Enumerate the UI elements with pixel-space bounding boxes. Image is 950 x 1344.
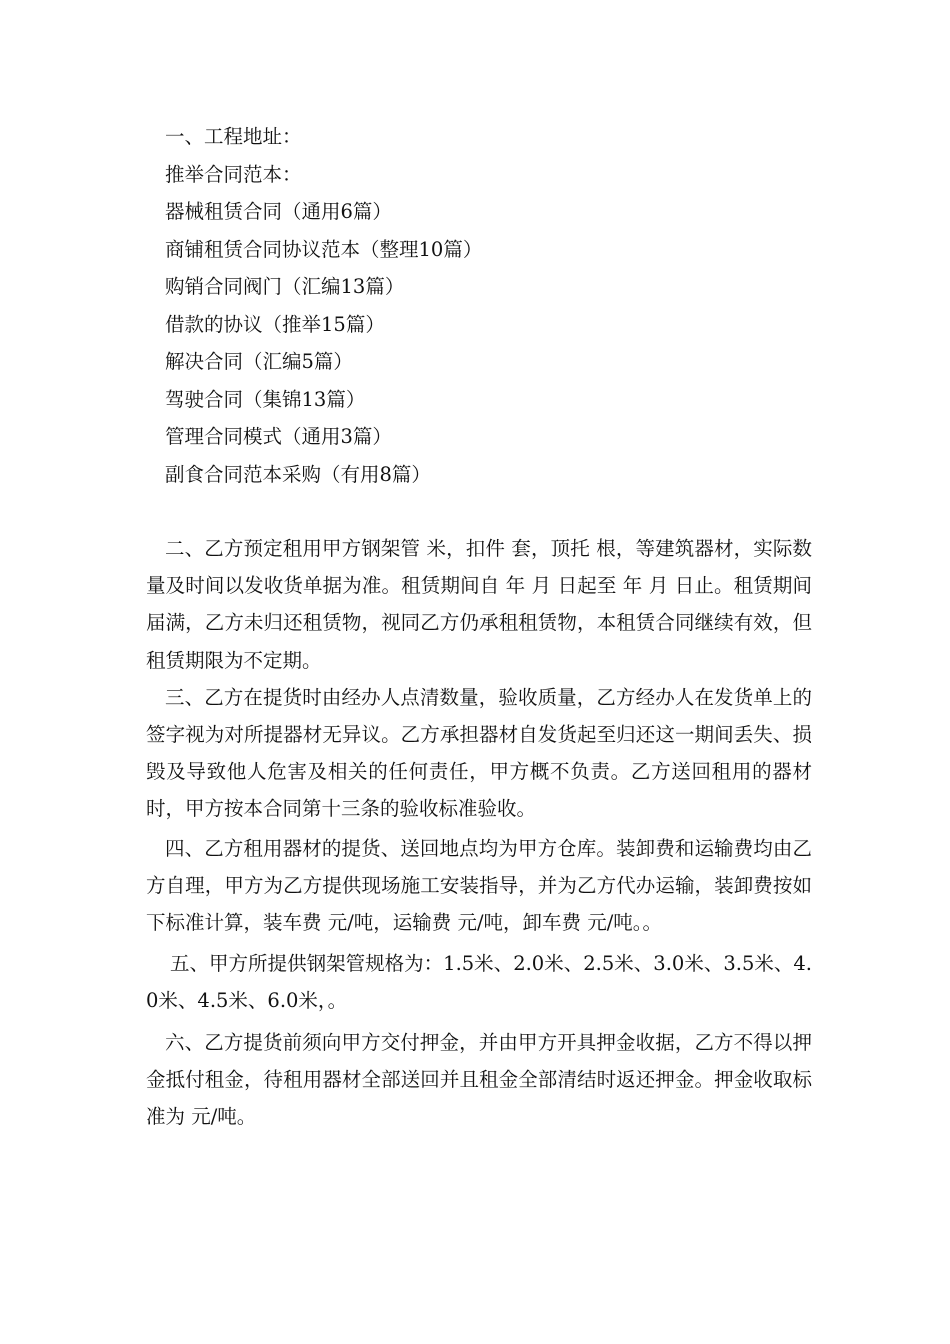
clause-2-paragraph: 二、乙方预定租用甲方钢架管 米，扣件 套，顶托 根，等建筑器材，实际数量及时间以发收货单据为准。租赁期间自 年 月 日起至 年 月 日止。租赁期间届满，乙方未归还租赁物，视同乙方仍承租租赁物，本租赁合同继续有效，但租赁期限为不定期。 bbox=[146, 537, 812, 672]
list-item: 购销合同阀门（汇编13篇） bbox=[165, 275, 405, 298]
list-item: 器械租赁合同（通用6篇） bbox=[165, 200, 392, 223]
clause-6-paragraph: 六、乙方提货前须向甲方交付押金，并由甲方开具押金收据，乙方不得以押金抵付租金，待租用器材全部送回并且租金全部清结时返还押金。押金收取标准为 元/吨。 bbox=[146, 1030, 812, 1129]
clause-3-paragraph: 三、乙方在提货时由经办人点清数量，验收质量，乙方经办人在发货单上的签字视为对所提器材无异议。乙方承担器材自发货起至归还这一期间丢失、损毁及导致他人危害及相关的任何责任，甲方概不负责。乙方送回租用的器材时，甲方按本合同第十三条的验收标准验收。 bbox=[146, 685, 812, 821]
contract-body bbox=[146, 530, 812, 1135]
list-item: 商铺租赁合同协议范本（整理10篇） bbox=[165, 237, 483, 261]
contract-recommendation-list bbox=[146, 118, 826, 493]
list-item: 副食合同范本采购（有用8篇） bbox=[165, 462, 431, 486]
list-item: 推举合同范本： bbox=[165, 162, 302, 186]
list-item: 管理合同模式（通用3篇） bbox=[165, 425, 392, 448]
list-item: 驾驶合同（集锦13篇） bbox=[165, 387, 366, 411]
clause-5-paragraph: 五、甲方所提供钢架管规格为：1.5米、2.0米、2.5米、3.0米、3.5米、4.0米、4.5米、6.0米，。 bbox=[146, 952, 812, 1013]
list-item: 解决合同（汇编5篇） bbox=[165, 350, 353, 373]
list-item: 一、工程地址： bbox=[165, 125, 302, 148]
clause-4-paragraph: 四、乙方租用器材的提货、送回地点均为甲方仓库。装卸费和运输费均由乙方自理，甲方为乙方提供现场施工安装指导，并为乙方代办运输，装卸费按如下标准计算，装车费 元/吨，运输费 元/吨，卸车费 元/吨。。 bbox=[146, 836, 812, 935]
list-item: 借款的协议（推举15篇） bbox=[165, 312, 385, 336]
